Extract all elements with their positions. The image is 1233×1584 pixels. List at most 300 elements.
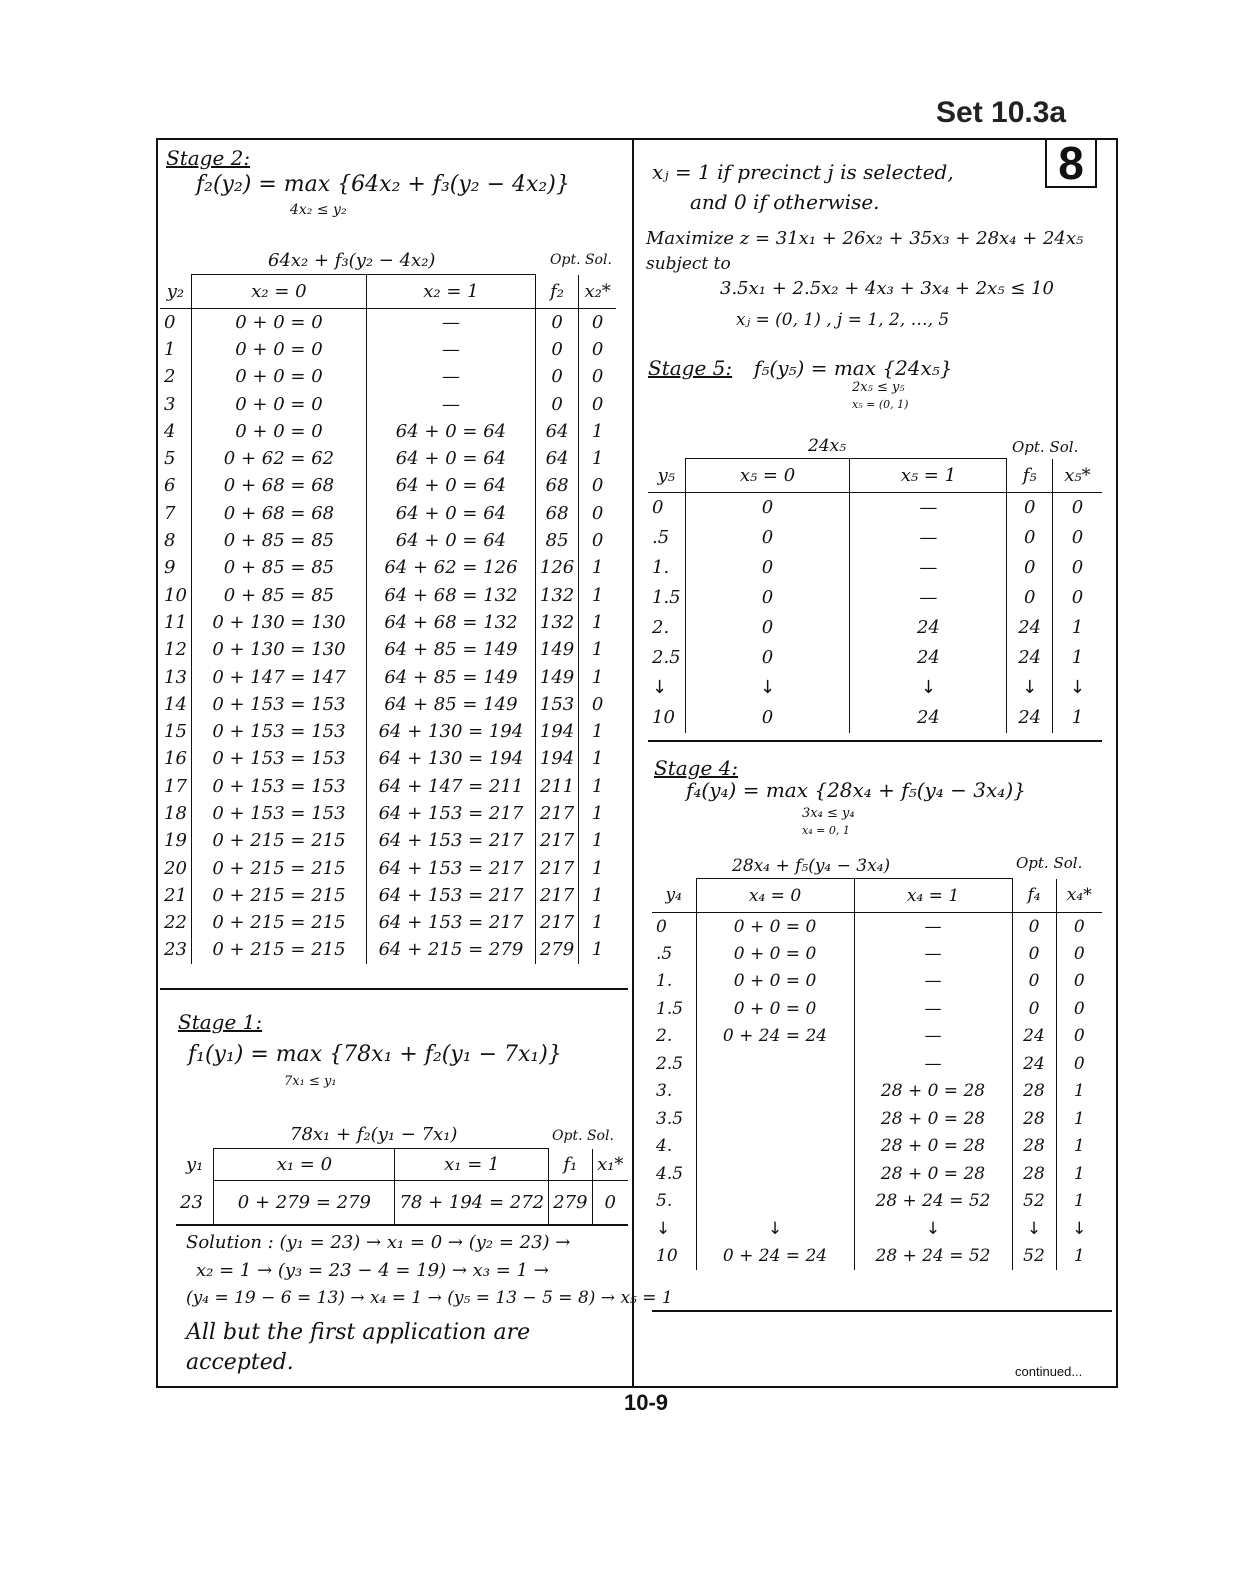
cell-f: 217 (535, 854, 578, 881)
col-header-y: y₅ (648, 459, 685, 493)
col-header-y: y₁ (185, 1154, 204, 1175)
cell-f: 0 (1012, 995, 1056, 1023)
cell-xstar: 1 (1052, 703, 1102, 733)
cell-f: 68 (535, 500, 578, 527)
row-y-value: 1. (656, 971, 673, 992)
table-row (652, 968, 1102, 996)
cell-x1: 28 + 0 = 28 (854, 1160, 1012, 1188)
cell-f: 28 (1012, 1078, 1056, 1106)
model-domain: xⱼ = (0, 1) , j = 1, 2, …, 5 (736, 310, 950, 330)
stage5-constraint: 2x₅ ≤ y₅ (852, 380, 905, 395)
cell-f: 0 (1007, 493, 1053, 523)
col-header-f: f₅ (1007, 459, 1053, 493)
col-header-x1: x₄ = 1 (854, 879, 1012, 913)
cell-x1: 64 + 153 = 217 (366, 882, 535, 909)
col-header-xstar: x₁* (592, 1149, 628, 1181)
table-row (648, 553, 1102, 583)
cell-x1: 28 + 0 = 28 (854, 1105, 1012, 1133)
cell-x1: — (854, 1023, 1012, 1051)
cell-x0: ↓ (696, 1215, 854, 1243)
stage5-table (648, 458, 1102, 733)
cell-x0: 0 + 0 = 0 (696, 913, 854, 941)
stage4-bottom-rule (652, 1310, 1112, 1312)
cell-x1: — (366, 363, 535, 390)
cell-xstar: 0 (1056, 1023, 1102, 1051)
table-row (160, 800, 616, 827)
cell-x1: — (854, 995, 1012, 1023)
row-y-value: 10 (652, 707, 675, 728)
cell-xstar: 1 (1052, 613, 1102, 643)
row-y-value: 18 (164, 802, 187, 824)
cell-xstar: 0 (579, 309, 616, 336)
cell-xstar: 1 (1056, 1160, 1102, 1188)
cell-f: 217 (535, 827, 578, 854)
table-row (160, 363, 616, 390)
table-row (160, 554, 616, 581)
solution-line-4: All but the first application are (186, 1320, 531, 1345)
cell-xstar: 1 (579, 609, 616, 636)
row-y-value: 23 (180, 1192, 203, 1213)
row-y-value: 20 (164, 857, 187, 879)
cell-f: 149 (535, 663, 578, 690)
table-row (160, 418, 616, 445)
cell-f: 279 (535, 936, 578, 963)
row-y-value: 4. (656, 1136, 673, 1157)
cell-x0: 0 + 153 = 153 (191, 800, 366, 827)
cell-f: 28 (1012, 1133, 1056, 1161)
cell-xstar: 1 (1056, 1078, 1102, 1106)
table-row (160, 745, 616, 772)
table-row (160, 309, 616, 336)
cell-x1: 64 + 130 = 194 (366, 718, 535, 745)
cell-x1: — (854, 913, 1012, 941)
cell-x1: 28 + 0 = 28 (854, 1133, 1012, 1161)
cell-f: 0 (1007, 553, 1053, 583)
cell-xstar: 1 (579, 581, 616, 608)
cell-x0: 0 + 85 = 85 (191, 527, 366, 554)
cell-x0: 0 + 153 = 153 (191, 745, 366, 772)
cell-x0: 0 (685, 613, 850, 643)
stage4-table (652, 878, 1102, 1270)
row-y-value: ↓ (656, 1218, 671, 1239)
cell-x1: 64 + 153 = 217 (366, 800, 535, 827)
stage2-table (160, 274, 616, 964)
cell-f: 194 (535, 745, 578, 772)
table-row (160, 609, 616, 636)
cell-f: 85 (535, 527, 578, 554)
cell-x1: 28 + 24 = 52 (854, 1188, 1012, 1216)
col-header-x1: x₅ = 1 (850, 459, 1007, 493)
cell-xstar: ↓ (1056, 1215, 1102, 1243)
solution-line-1: Solution : (y₁ = 23) → x₁ = 0 → (y₂ = 23) → (186, 1232, 571, 1253)
row-y-value: 11 (164, 611, 187, 633)
cell-xstar: 0 (579, 390, 616, 417)
cell-xstar: 1 (579, 663, 616, 690)
cell-f: 153 (535, 691, 578, 718)
cell-f: 0 (1007, 583, 1053, 613)
cell-x1: 24 (850, 613, 1007, 643)
table-row (652, 1215, 1102, 1243)
stage5-formula: f₅(y₅) = max {24x₅} (754, 356, 953, 380)
table-row (652, 1105, 1102, 1133)
cell-f: 194 (535, 718, 578, 745)
stage2-table-title: 64x₂ + f₃(y₂ − 4x₂) (268, 250, 436, 271)
cell-x1: 64 + 62 = 126 (366, 554, 535, 581)
col-header-y: y₄ (652, 879, 696, 913)
cell-xstar: 1 (579, 636, 616, 663)
row-y-value: 3.5 (656, 1108, 684, 1129)
row-y-value: 21 (164, 884, 187, 906)
table-row (160, 636, 616, 663)
row-y-value: 9 (164, 557, 176, 579)
table-row (652, 1133, 1102, 1161)
cell-f: 64 (535, 418, 578, 445)
stage4-table-title: 28x₄ + f₅(y₄ − 3x₄) (732, 856, 891, 876)
stage5-opt-label: Opt. Sol. (1012, 438, 1079, 456)
cell-xstar: 0 (1052, 583, 1102, 613)
cell-xstar: 0 (1052, 553, 1102, 583)
cell-xstar: 0 (579, 500, 616, 527)
cell-x0: 0 (685, 523, 850, 553)
cell-xstar: 0 (579, 691, 616, 718)
col-header-xstar: x₂* (579, 275, 616, 309)
cell-xstar: 1 (579, 936, 616, 963)
table-row (652, 1078, 1102, 1106)
row-y-value: 10 (656, 1246, 678, 1267)
row-y-value: 1.5 (656, 998, 684, 1019)
stage2-constraint: 4x₂ ≤ y₂ (290, 202, 347, 218)
table-row (160, 691, 616, 718)
table-row (160, 909, 616, 936)
row-y-value: .5 (656, 943, 673, 964)
cell-x1: — (366, 390, 535, 417)
table-row (160, 936, 616, 963)
cell-x1: — (854, 940, 1012, 968)
cell-xstar: 0 (1056, 995, 1102, 1023)
cell-x1: 64 + 147 = 211 (366, 773, 535, 800)
cell-x1: ↓ (850, 673, 1007, 703)
cell-x1: — (850, 553, 1007, 583)
cell-x1: 78 + 194 = 272 (395, 1181, 549, 1225)
cell-xstar: 1 (1056, 1188, 1102, 1216)
cell-xstar: 0 (1052, 493, 1102, 523)
table-row (160, 854, 616, 881)
cell-xstar: 1 (579, 718, 616, 745)
cell-x0: 0 + 147 = 147 (191, 663, 366, 690)
cell-x1: — (366, 336, 535, 363)
stage1-bottom-rule (176, 1224, 628, 1226)
stage1-table-title: 78x₁ + f₂(y₁ − 7x₁) (290, 1124, 458, 1145)
row-y-value: 0 (164, 311, 176, 333)
cell-f: 24 (1012, 1023, 1056, 1051)
row-y-value: 6 (164, 475, 176, 497)
cell-x0: 0 + 68 = 68 (191, 472, 366, 499)
cell-x0: 0 + 153 = 153 (191, 773, 366, 800)
column-divider (632, 138, 634, 1388)
cell-x0: 0 + 215 = 215 (191, 936, 366, 963)
table-row (160, 773, 616, 800)
cell-x0: 0 + 153 = 153 (191, 691, 366, 718)
stage2-opt-label: Opt. Sol. (550, 252, 612, 268)
cell-x0: 0 + 68 = 68 (191, 500, 366, 527)
row-y-value: 2. (656, 1026, 673, 1047)
stage5-title: Stage 5: (648, 356, 733, 380)
cell-xstar: 0 (579, 363, 616, 390)
row-y-value: 1 (164, 338, 176, 360)
row-y-value: 3. (656, 1081, 673, 1102)
stage1-table (176, 1148, 628, 1225)
table-row (652, 1188, 1102, 1216)
cell-x0 (696, 1050, 854, 1078)
cell-x1: 64 + 85 = 149 (366, 636, 535, 663)
row-y-value: 4.5 (656, 1163, 684, 1184)
stage4-title: Stage 4: (654, 756, 739, 780)
stage1-title: Stage 1: (178, 1010, 263, 1034)
row-y-value: 3 (164, 393, 176, 415)
cell-x0: 0 (685, 643, 850, 673)
table-row (160, 336, 616, 363)
cell-xstar: 0 (1056, 968, 1102, 996)
table-row (648, 523, 1102, 553)
cell-f: 24 (1007, 643, 1053, 673)
cell-x1: 64 + 130 = 194 (366, 745, 535, 772)
cell-x1: 64 + 215 = 279 (366, 936, 535, 963)
cell-x1: 64 + 85 = 149 (366, 663, 535, 690)
col-header-f: f₄ (1012, 879, 1056, 913)
cell-xstar: 1 (1056, 1105, 1102, 1133)
table-row (648, 673, 1102, 703)
row-y-value: 2.5 (656, 1053, 684, 1074)
cell-x0: 0 + 0 = 0 (696, 940, 854, 968)
col-header-x0: x₁ = 0 (214, 1149, 395, 1181)
solution-line-2: x₂ = 1 → (y₃ = 23 − 4 = 19) → x₃ = 1 → (196, 1260, 549, 1281)
cell-xstar: 1 (579, 827, 616, 854)
cell-x1: 64 + 153 = 217 (366, 909, 535, 936)
col-header-f: f₁ (549, 1149, 592, 1181)
chapter-number-box: 8 (1045, 138, 1097, 188)
cell-x0: 0 + 0 = 0 (191, 309, 366, 336)
table-row (648, 493, 1102, 523)
row-y-value: 5 (164, 448, 176, 470)
table-row (160, 500, 616, 527)
solution-line-5: accepted. (186, 1350, 294, 1375)
row-y-value: 0 (652, 497, 664, 519)
cell-x0: 0 + 279 = 279 (214, 1181, 395, 1225)
cell-xstar: 0 (1056, 940, 1102, 968)
row-y-value: 14 (164, 693, 187, 715)
page-number: 10-9 (623, 1390, 669, 1415)
set-title: Set 10.3a (936, 96, 1067, 129)
cell-f: 28 (1012, 1105, 1056, 1133)
cell-f: ↓ (1007, 673, 1053, 703)
cell-f: 24 (1012, 1050, 1056, 1078)
table-row (160, 827, 616, 854)
cell-x0: ↓ (685, 673, 850, 703)
stage1-opt-label: Opt. Sol. (552, 1128, 614, 1144)
row-y-value: 19 (164, 830, 187, 852)
cell-x0: 0 + 85 = 85 (191, 581, 366, 608)
stage4-constraint: 3x₄ ≤ y₄ (802, 806, 855, 821)
col-header-xstar: x₅* (1052, 459, 1102, 493)
cell-f: 0 (535, 363, 578, 390)
cell-xstar: 0 (1052, 523, 1102, 553)
table-row (160, 718, 616, 745)
cell-f: 68 (535, 472, 578, 499)
cell-f: 52 (1012, 1188, 1056, 1216)
cell-x0: 0 + 215 = 215 (191, 909, 366, 936)
cell-x0: 0 (685, 553, 850, 583)
row-y-value: 16 (164, 748, 187, 770)
row-y-value: 2. (652, 617, 670, 638)
cell-xstar: 1 (579, 745, 616, 772)
cell-x0: 0 + 24 = 24 (696, 1023, 854, 1051)
row-y-value: 15 (164, 721, 187, 743)
cell-x1: 64 + 0 = 64 (366, 418, 535, 445)
cell-xstar: 0 (579, 472, 616, 499)
row-y-value: 5. (656, 1191, 673, 1212)
row-y-value: 2 (164, 366, 176, 388)
cell-xstar: 1 (579, 418, 616, 445)
row-y-value: 1. (652, 557, 670, 578)
cell-f: 0 (535, 336, 578, 363)
row-y-value: 1.5 (652, 587, 681, 608)
stage2-title: Stage 2: (166, 146, 251, 170)
cell-x1: — (850, 583, 1007, 613)
row-y-value: 0 (656, 916, 667, 937)
table-row (652, 1243, 1102, 1271)
stage5-table-title: 24x₅ (808, 436, 847, 456)
col-header-x1: x₂ = 1 (366, 275, 535, 309)
cell-x1: 64 + 0 = 64 (366, 527, 535, 554)
cell-xstar: 1 (579, 445, 616, 472)
cell-f: 149 (535, 636, 578, 663)
cell-xstar: 0 (579, 336, 616, 363)
table-row (648, 703, 1102, 733)
continued-note: continued... (1015, 1364, 1083, 1379)
cell-x1: — (850, 493, 1007, 523)
cell-x1: 28 + 0 = 28 (854, 1078, 1012, 1106)
table-row (176, 1181, 628, 1225)
cell-f: 0 (535, 309, 578, 336)
cell-x1: 64 + 68 = 132 (366, 581, 535, 608)
table-row (652, 1050, 1102, 1078)
col-header-x0: x₅ = 0 (685, 459, 850, 493)
cell-f: ↓ (1012, 1215, 1056, 1243)
cell-x0: 0 + 0 = 0 (191, 390, 366, 417)
cell-f: 0 (1007, 523, 1053, 553)
cell-f: 132 (535, 609, 578, 636)
table-row (652, 940, 1102, 968)
cell-x0: 0 + 0 = 0 (191, 418, 366, 445)
cell-x0: 0 + 215 = 215 (191, 827, 366, 854)
cell-x0: 0 (685, 493, 850, 523)
cell-x1: 28 + 24 = 52 (854, 1243, 1012, 1271)
cell-f: 217 (535, 800, 578, 827)
cell-x0: 0 + 215 = 215 (191, 854, 366, 881)
cell-f: 24 (1007, 703, 1053, 733)
cell-x0 (696, 1105, 854, 1133)
cell-x1: — (854, 968, 1012, 996)
cell-x1: 64 + 0 = 64 (366, 472, 535, 499)
cell-f: 132 (535, 581, 578, 608)
stage2-bottom-rule (160, 988, 628, 990)
cell-xstar: 1 (579, 800, 616, 827)
table-row (648, 583, 1102, 613)
model-subject-to: subject to (646, 254, 731, 274)
cell-x0: 0 + 85 = 85 (191, 554, 366, 581)
table-row (160, 882, 616, 909)
table-row (652, 1023, 1102, 1051)
cell-x0 (696, 1188, 854, 1216)
cell-x1: ↓ (854, 1215, 1012, 1243)
cell-x1: 24 (850, 643, 1007, 673)
cell-xstar: 1 (579, 773, 616, 800)
cell-x0: 0 + 130 = 130 (191, 609, 366, 636)
row-y-value: 22 (164, 912, 187, 934)
stage2-formula: f₂(y₂) = max {64x₂ + f₃(y₂ − 4x₂)} (196, 172, 570, 197)
model-line-2: and 0 if otherwise. (690, 190, 880, 214)
cell-x1: 64 + 153 = 217 (366, 854, 535, 881)
cell-x0: 0 + 0 = 0 (696, 995, 854, 1023)
cell-f: 0 (535, 390, 578, 417)
table-row (648, 613, 1102, 643)
cell-f: 211 (535, 773, 578, 800)
row-y-value: ↓ (652, 677, 668, 698)
cell-x1: — (366, 309, 535, 336)
cell-x0 (696, 1078, 854, 1106)
stage1-formula: f₁(y₁) = max {78x₁ + f₂(y₁ − 7x₁)} (188, 1042, 562, 1067)
row-y-value: 10 (164, 584, 187, 606)
cell-f: 0 (1012, 940, 1056, 968)
cell-xstar: 1 (579, 882, 616, 909)
table-row (160, 445, 616, 472)
cell-f: 64 (535, 445, 578, 472)
cell-x0: 0 + 153 = 153 (191, 718, 366, 745)
cell-f: 126 (535, 554, 578, 581)
col-header-y: y₂ (160, 275, 191, 309)
stage4-domain: x₄ = 0, 1 (802, 824, 850, 837)
cell-x1: 64 + 153 = 217 (366, 827, 535, 854)
row-y-value: .5 (652, 527, 670, 548)
model-line-1: xⱼ = 1 if precinct j is selected, (652, 160, 954, 184)
cell-x1: — (854, 1050, 1012, 1078)
table-row (652, 995, 1102, 1023)
cell-xstar: 1 (1056, 1133, 1102, 1161)
model-objective: Maximize z = 31x₁ + 26x₂ + 35x₃ + 28x₄ + 24x₅ (646, 228, 1084, 249)
row-y-value: 23 (164, 939, 187, 961)
cell-xstar: 1 (1056, 1243, 1102, 1271)
row-y-value: 7 (164, 502, 176, 524)
model-constraint: 3.5x₁ + 2.5x₂ + 4x₃ + 3x₄ + 2x₅ ≤ 10 (720, 278, 1054, 299)
cell-x0: 0 + 130 = 130 (191, 636, 366, 663)
table-row (652, 1160, 1102, 1188)
stage1-constraint: 7x₁ ≤ y₁ (284, 1074, 337, 1089)
cell-xstar: 1 (579, 854, 616, 881)
cell-x0: 0 + 215 = 215 (191, 882, 366, 909)
cell-x0: 0 + 62 = 62 (191, 445, 366, 472)
col-header-x0: x₄ = 0 (696, 879, 854, 913)
table-row (160, 390, 616, 417)
row-y-value: 17 (164, 775, 187, 797)
col-header-xstar: x₄* (1056, 879, 1102, 913)
cell-xstar: 1 (579, 554, 616, 581)
cell-xstar: 0 (579, 527, 616, 554)
row-y-value: 13 (164, 666, 187, 688)
cell-xstar: 1 (579, 909, 616, 936)
solution-line-3: (y₄ = 19 − 6 = 13) → x₄ = 1 → (y₅ = 13 − 5 = 8) → x₅ = 1 (186, 1288, 673, 1308)
row-y-value: 4 (164, 420, 176, 442)
cell-f: 28 (1012, 1160, 1056, 1188)
